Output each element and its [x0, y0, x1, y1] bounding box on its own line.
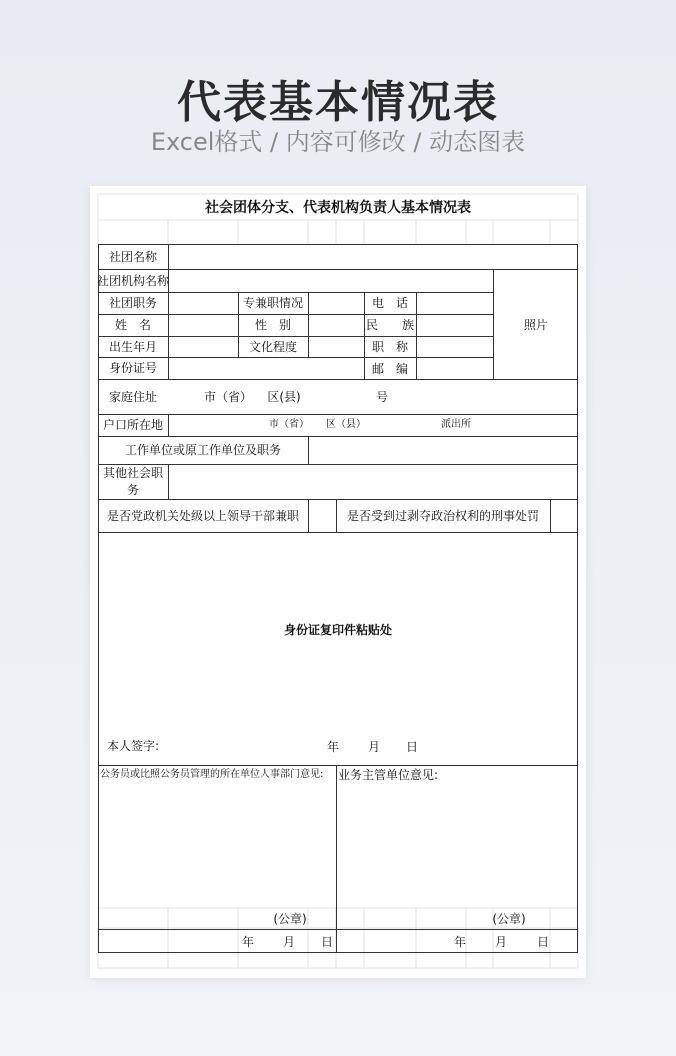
form-grid — [90, 186, 586, 978]
label-signature: 本人签字: — [107, 739, 160, 753]
label-id-number: 身份证号 — [108, 361, 158, 375]
label-name: 姓 名 — [114, 318, 152, 332]
supervisor-day: 日 — [536, 935, 550, 949]
form-title: 社会团体分支、代表机构负责人基本情况表 — [205, 200, 471, 216]
label-work-unit: 工作单位或原工作单位及职务 — [124, 443, 282, 457]
signature-month: 月 — [367, 740, 381, 754]
label-title: 职 称 — [371, 340, 409, 354]
hr-day: 日 — [320, 935, 334, 949]
supervisor-seal: (公章) — [492, 912, 526, 926]
hr-year: 年 — [241, 935, 255, 949]
supervisor-year: 年 — [453, 935, 467, 949]
label-fulltime: 专兼职情况 — [242, 296, 304, 310]
signature-day: 日 — [405, 740, 419, 754]
label-supervisor-opinion: 业务主管单位意见: — [338, 768, 439, 782]
label-birth: 出生年月 — [108, 340, 158, 354]
form-sheet — [90, 186, 586, 978]
label-hukou: 户口所在地 — [102, 418, 164, 432]
hr-seal: (公章) — [273, 912, 307, 926]
label-home-address: 家庭住址 — [108, 390, 158, 404]
label-party-leader: 是否党政机关处级以上领导干部兼职 — [106, 509, 300, 523]
id-copy-area-label: 身份证复印件粘贴处 — [283, 623, 393, 637]
label-hukou-city: 市（省） — [269, 419, 309, 430]
signature-year: 年 — [326, 740, 340, 754]
label-other-social: 其他社会职务 — [102, 466, 163, 497]
label-criminal: 是否受到过剥夺政治权利的刑事处罚 — [346, 509, 540, 523]
label-education: 文化程度 — [248, 340, 298, 354]
label-gender: 性 别 — [254, 318, 292, 332]
label-hukou-district: 区（县） — [326, 419, 366, 430]
label-phone: 电 话 — [371, 296, 409, 310]
label-home-number: 号 — [375, 390, 389, 404]
label-org-name: 社团名称 — [108, 250, 158, 264]
label-hr-opinion: 公务员或比照公务员管理的所在单位人事部门意见: — [100, 769, 324, 780]
label-home-district: 区(县) — [267, 390, 301, 404]
label-branch-name: 社团机构名称 — [96, 274, 170, 288]
label-home-city: 市（省） — [203, 390, 253, 404]
label-position: 社团职务 — [108, 296, 158, 310]
label-ethnicity: 民 族 — [365, 318, 415, 332]
page-subtitle: Excel格式 / 内容可修改 / 动态图表 — [150, 128, 526, 156]
label-hukou-police: 派出所 — [441, 419, 471, 430]
supervisor-month: 月 — [494, 935, 508, 949]
page-title: 代表基本情况表 — [177, 77, 499, 128]
label-photo: 照片 — [523, 318, 549, 332]
label-postcode: 邮 编 — [371, 362, 409, 376]
hr-month: 月 — [282, 935, 296, 949]
